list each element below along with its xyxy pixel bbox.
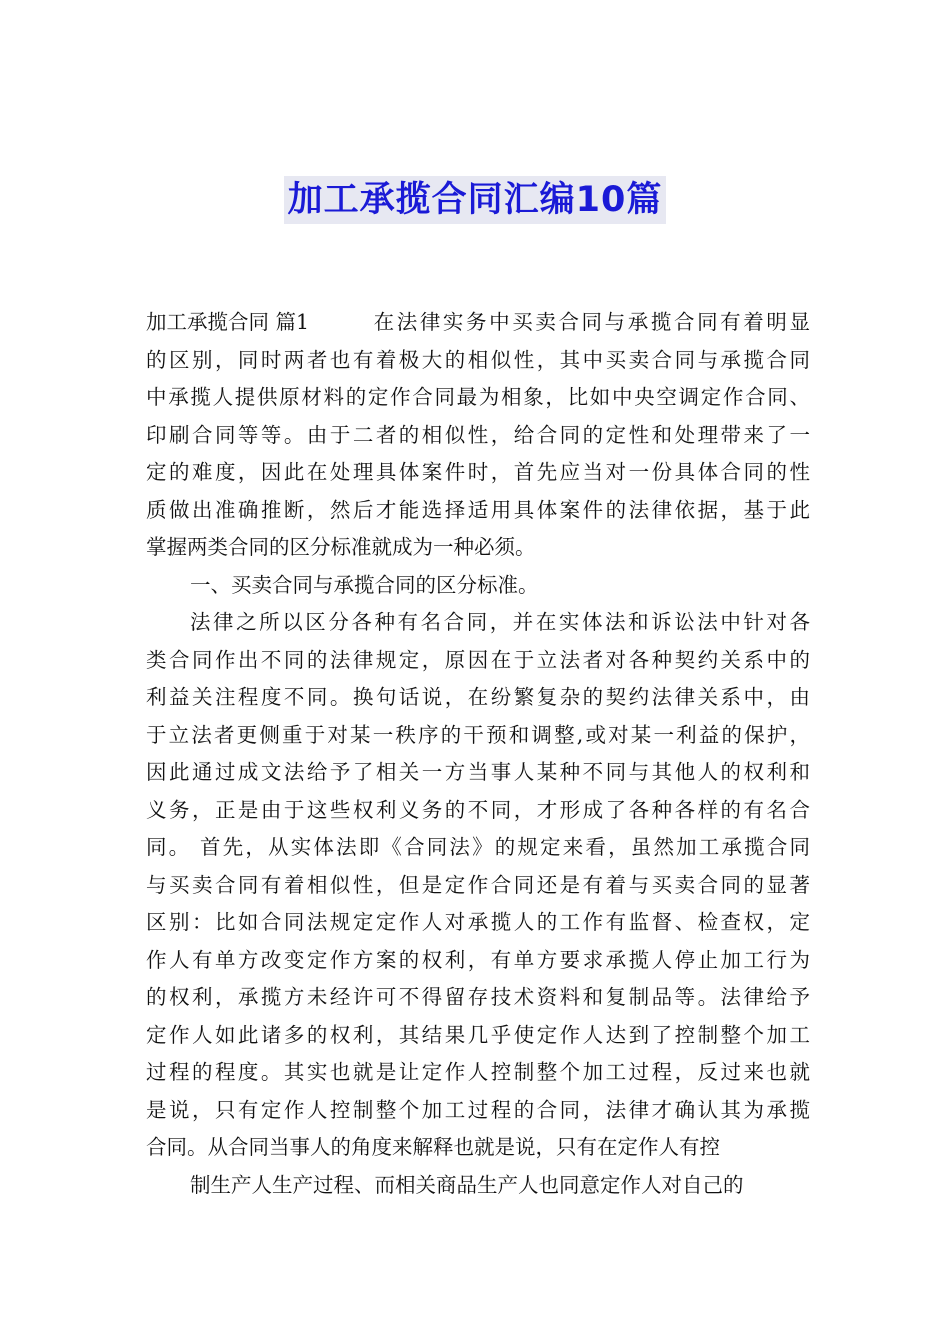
line-text: 在法律实务中买卖合同与承揽合同有着明显 (371, 310, 810, 334)
title-container (0, 176, 950, 224)
paragraph-line (146, 304, 810, 342)
paragraph-line: 掌握两类合同的区分标准就成为一种必须。 (146, 535, 536, 559)
paragraph-line: 的权利，承揽方未经许可不得留存技术资料和复制品等。法律给予 (146, 985, 810, 1009)
document-title: 加工承揽合同汇编10篇 (284, 176, 667, 224)
paragraph-line: 是说，只有定作人控制整个加工过程的合同，法律才确认其为承揽 (146, 1097, 810, 1122)
paragraph-line: 的区别，同时两者也有着极大的相似性，其中买卖合同与承揽合同 (146, 347, 810, 372)
paragraph-line: 作人有单方改变定作方案的权利，有单方要求承揽人停止加工行为 (146, 947, 810, 972)
paragraph-line: 利益关注程度不同。换句话说，在纷繁复杂的契约法律关系中，由 (146, 685, 810, 709)
paragraph-line: 类合同作出不同的法律规定，原因在于立法者对各种契约关系中的 (146, 647, 810, 672)
paragraph-line: 义务，正是由于这些权利义务的不同，才形成了各种各样的有名合 (146, 797, 810, 822)
paragraph-line: 印刷合同等等。由于二者的相似性，给合同的定性和处理带来了一 (146, 422, 810, 447)
paragraph-line: 于立法者更侧重于对某一秩序的干预和调整,或对某一利益的保护， (146, 722, 810, 747)
paragraph-line: 区别：比如合同法规定定作人对承揽人的工作有监督、检查权，定 (146, 910, 810, 934)
paragraph-line: 合同。从合同当事人的角度来解释也就是说，只有在定作人有控 (146, 1135, 720, 1159)
paragraph-line: 质做出准确推断，然后才能选择适用具体案件的法律依据，基于此 (146, 497, 810, 522)
paragraph-line: 同。 首先，从实体法即《合同法》的规定来看，虽然加工承揽合同 (146, 835, 810, 859)
paragraph-line: 法律之所以区分各种有名合同，并在实体法和诉讼法中针对各 (190, 610, 810, 634)
section-heading: 一、买卖合同与承揽合同的区分标准。 (190, 572, 539, 597)
paragraph-line: 定作人如此诸多的权利，其结果几乎使定作人达到了控制整个加工 (146, 1022, 810, 1047)
paragraph-line: 过程的程度。其实也就是让定作人控制整个加工过程，反过来也就 (146, 1060, 810, 1084)
section-label: 加工承揽合同 篇1 (146, 310, 310, 334)
paragraph-line: 与买卖合同有着相似性，但是定作合同还是有着与买卖合同的显著 (146, 872, 810, 897)
paragraph-line: 中承揽人提供原材料的定作合同最为相象，比如中央空调定作合同、 (146, 385, 810, 409)
paragraph-line: 制生产人生产过程、而相关商品生产人也同意定作人对自己的 (190, 1172, 744, 1197)
document-body (146, 304, 810, 1204)
paragraph-line: 因此通过成文法给予了相关一方当事人某种不同与其他人的权利和 (146, 760, 810, 784)
paragraph-line: 定的难度，因此在处理具体案件时，首先应当对一份具体合同的性 (146, 460, 810, 484)
